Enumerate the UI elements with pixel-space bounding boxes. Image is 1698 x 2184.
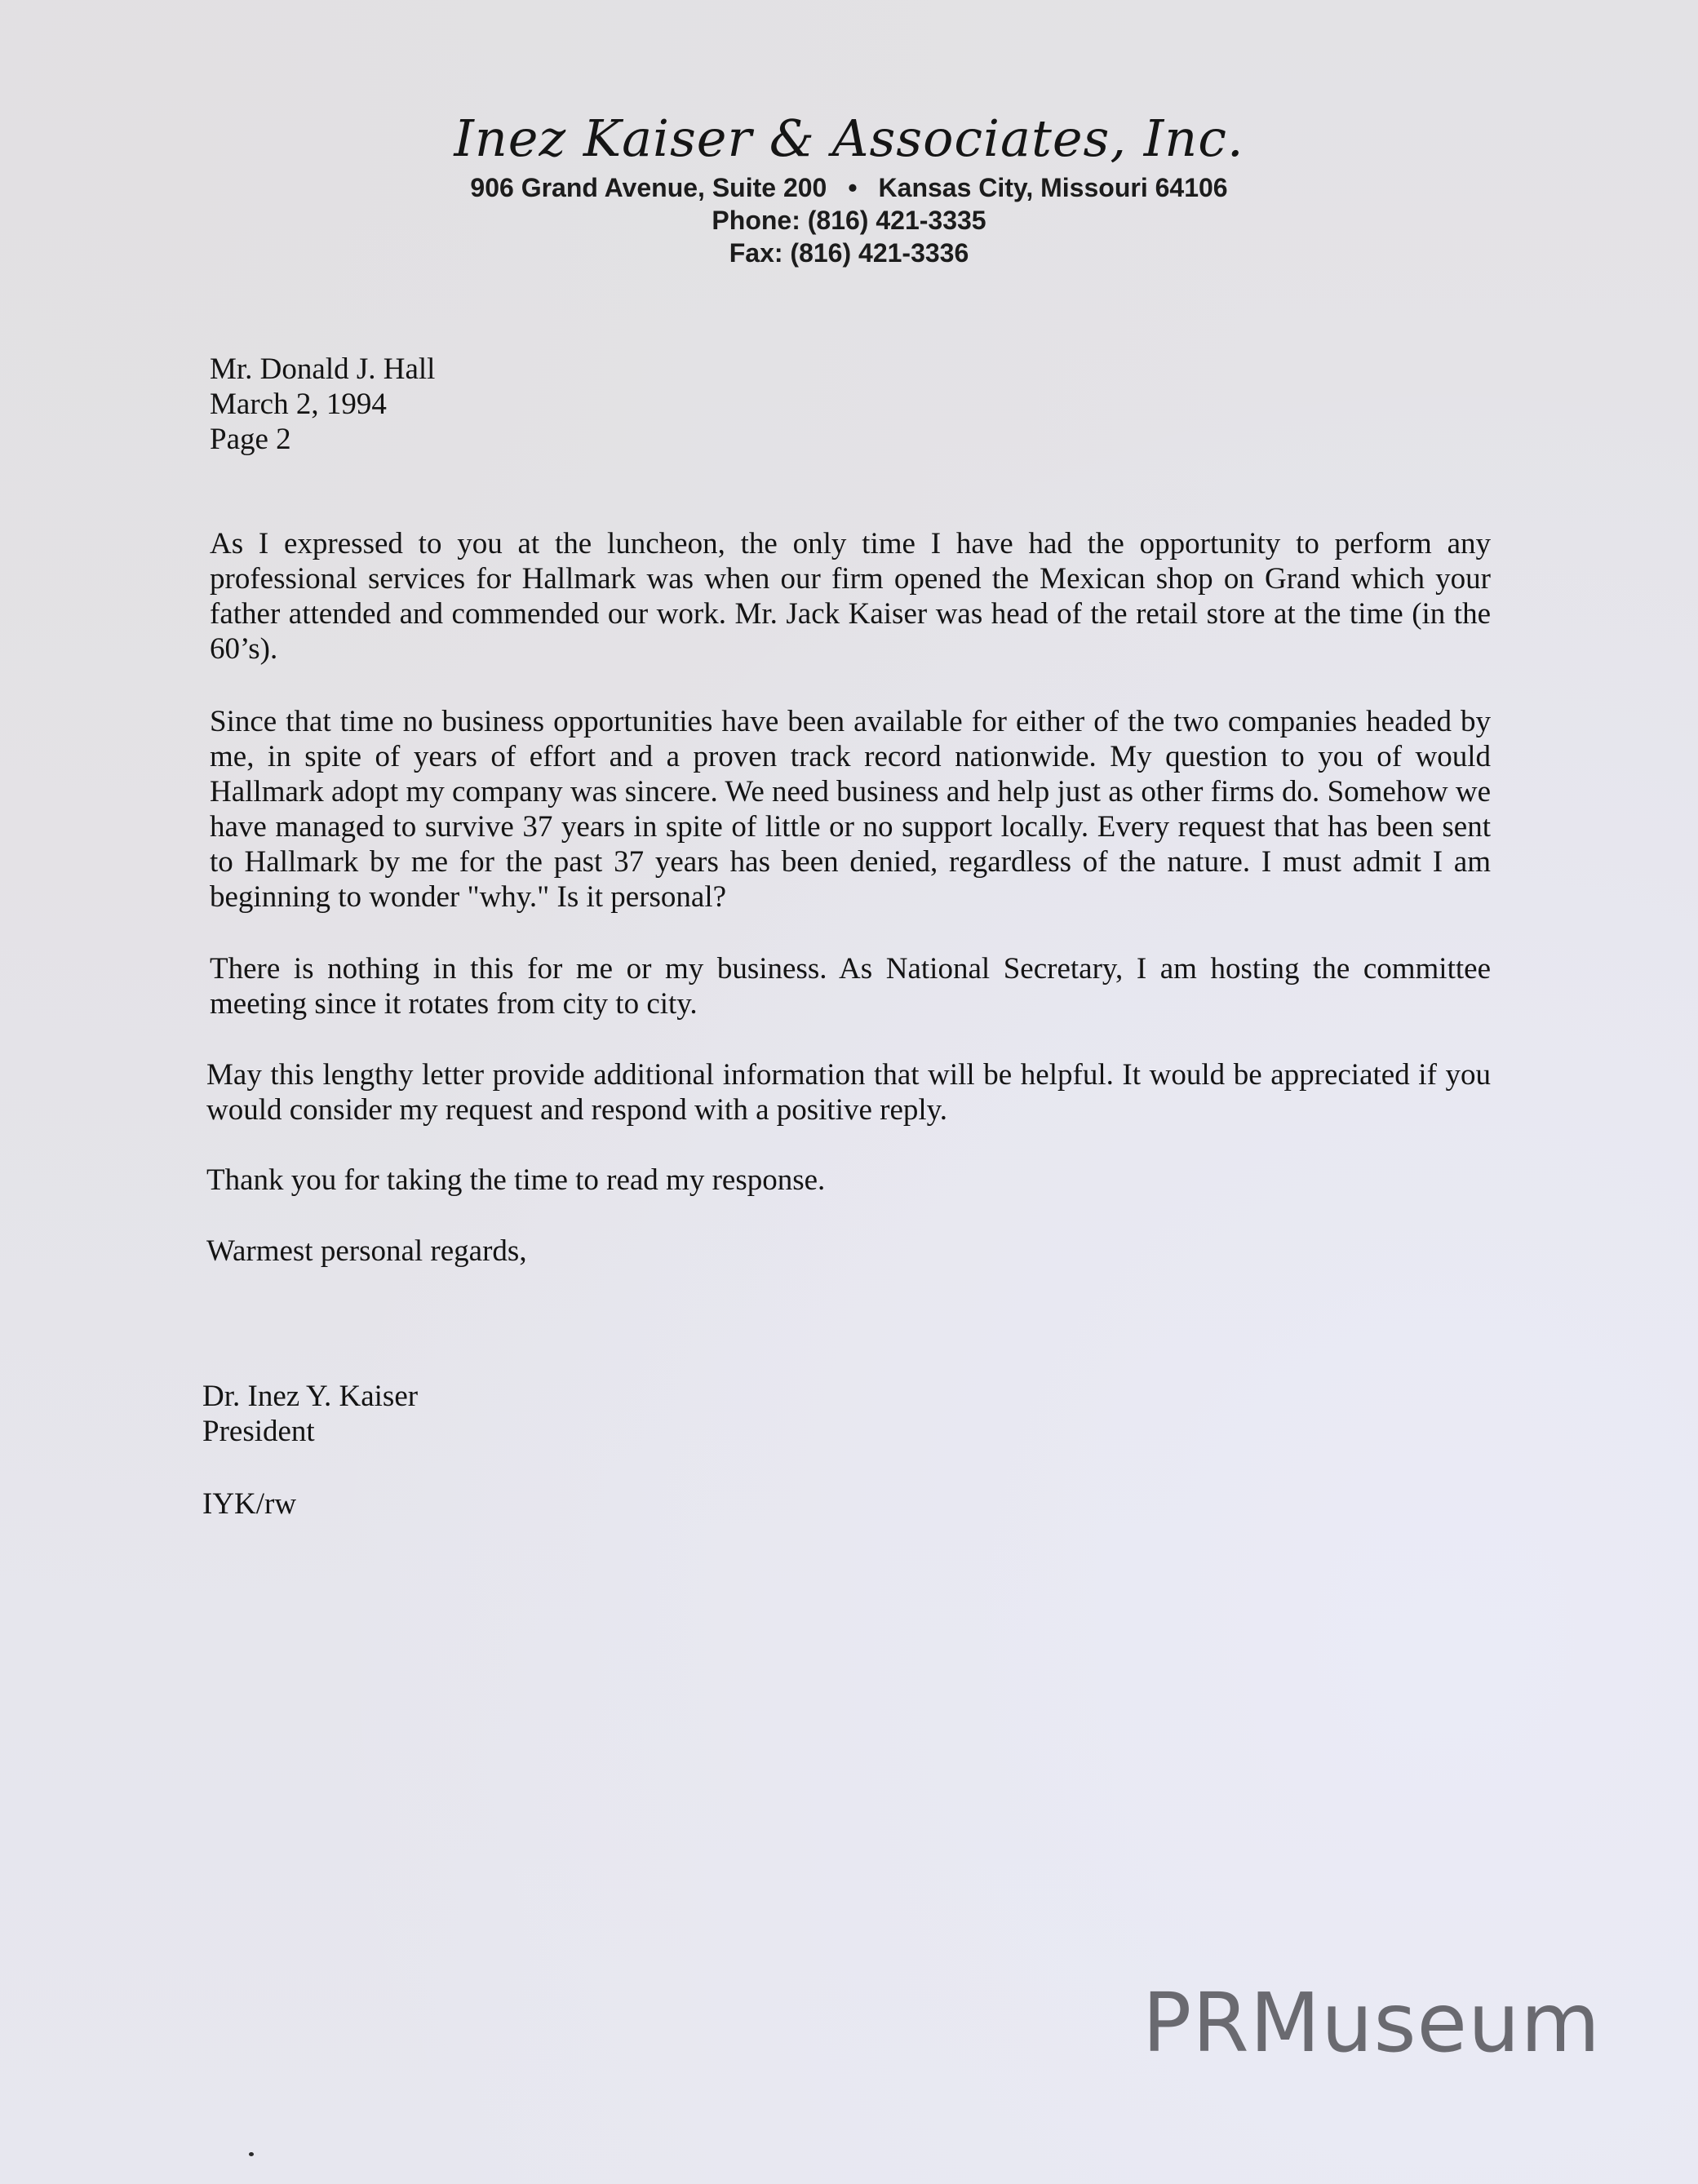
closing-salutation: Warmest personal regards, [206,1234,527,1268]
paragraph-3: There is nothing in this for me or my business. As National Secretary, I am hosting the committee meeting since it rotates from city to city. [210,952,1491,1021]
signer-title: President [202,1415,315,1448]
letterhead [0,106,1698,269]
page-number: Page 2 [210,423,291,456]
address-street: 906 Grand Avenue, Suite 200 [470,173,827,202]
typist-initials: IYK/rw [202,1487,297,1521]
letterhead-phone: Phone: (816) 421-3335 [712,206,986,235]
address-separator: • [848,173,858,202]
paragraph-1: As I expressed to you at the luncheon, the only time I have had the opportunity to perform any professional services for Hallmark was when our firm opened the Mexican shop on Grand which your father attended and commended our work. Mr. Jack Kaiser was head of the retail store at the time (in the 60’s). [210,527,1491,666]
address-city: Kansas City, Missouri 64106 [878,173,1228,202]
letterhead-fax: Fax: (816) 421-3336 [729,238,969,268]
signer-name: Dr. Inez Y. Kaiser [202,1380,419,1413]
paragraph-2: Since that time no business opportunities have been available for either of the two companies headed by me, in spite of years of effort and a proven track record nationwide. My question to you of would Hallmark adopt my company was sincere. We need business and help just as other firms do. Somehow we have managed to survive 37 years in spite of little or no support locally. Every request that has been sent to Hallmark by me for the past 37 years has been denied, regardless of the nature. I must admit I am beginning to wonder "why." Is it personal? [210,705,1491,914]
firm-name-logo: Inez Kaiser & Associates, Inc. [454,109,1244,168]
watermark: PRMuseum [1142,1975,1601,2071]
letter-date: March 2, 1994 [210,388,387,421]
paragraph-5: Thank you for taking the time to read my response. [206,1163,826,1197]
page-header-block [210,352,1491,457]
letterhead-address [0,171,1698,204]
recipient-name: Mr. Donald J. Hall [210,352,436,386]
paragraph-4: May this lengthy letter provide additional information that will be helpful. It would be appreciated if you would consider my request and respond with a positive reply. [206,1058,1491,1127]
signature-block [202,1379,1483,1449]
paper-speck [249,2152,254,2156]
